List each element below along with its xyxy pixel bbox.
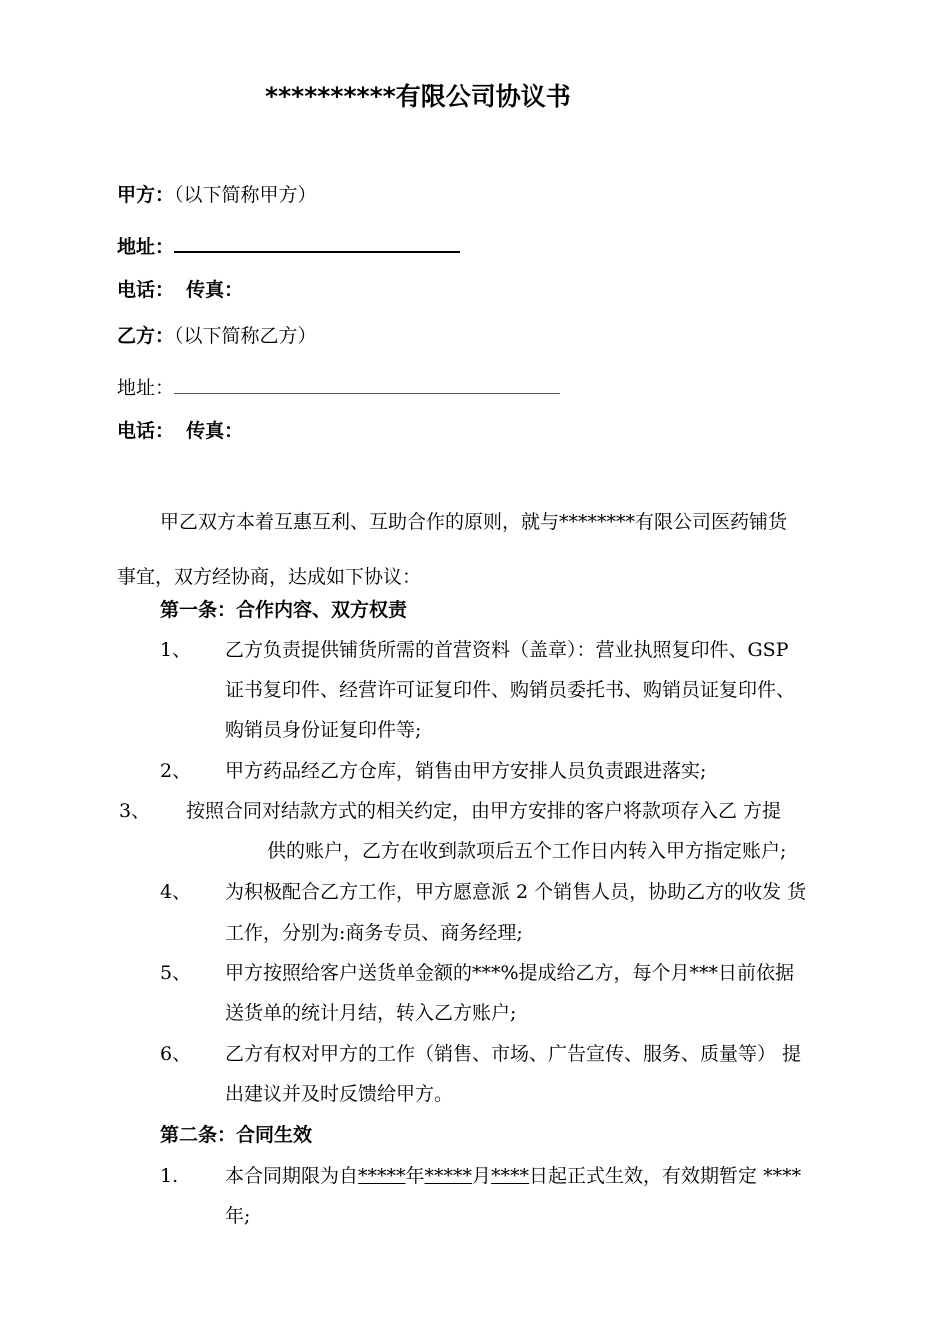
- item-5-number: 5、: [160, 962, 192, 984]
- start-day-blank[interactable]: ****: [491, 1165, 530, 1187]
- item-2-number: 2、: [160, 760, 192, 782]
- item-1-number: 1、: [160, 639, 192, 661]
- party-b-note: （以下简称乙方）: [174, 325, 317, 347]
- article-2-item-1-number: 1.: [160, 1165, 179, 1187]
- item-1-line-3: 购销员身份证复印件等;: [225, 719, 422, 741]
- item-3-number: 3、: [119, 800, 151, 822]
- item-5-line-2: 送货单的统计月结，转入乙方账户;: [225, 1002, 517, 1024]
- item-3-line-2: 供的账户，乙方在收到款项后五个工作日内转入甲方指定账户;: [267, 840, 787, 862]
- year-label: 年: [405, 1165, 425, 1187]
- party-b-line: [117, 327, 317, 346]
- item-1-line-1: 乙方负责提供铺货所需的首营资料（盖章）：营业执照复印件、GSP: [225, 639, 789, 661]
- item-4-line-1: 为积极配合乙方工作，甲方愿意派 2 个销售人员，协助乙方的收发 货: [225, 881, 807, 903]
- item-3-line-1: 按照合同对结款方式的相关约定，由甲方安排的客户将款项存入乙 方提: [186, 800, 782, 822]
- article-2-item-1-line-2: 年;: [225, 1205, 251, 1227]
- document-title: **********有限公司协议书: [265, 82, 571, 111]
- article-2-item-1-line-1: [225, 1167, 801, 1186]
- item-4-line-2: 工作，分别为:商务专员、商务经理;: [225, 922, 523, 944]
- party-b-address-blank[interactable]: [174, 375, 560, 394]
- item-6-number: 6、: [160, 1043, 192, 1065]
- start-year-blank[interactable]: *****: [358, 1165, 406, 1187]
- term-prefix: 本合同期限为自: [225, 1165, 359, 1187]
- month-label: 月: [472, 1165, 492, 1187]
- item-2-line-1: 甲方药品经乙方仓库，销售由甲方安排人员负责跟进落实;: [225, 760, 707, 782]
- party-b-phone-label: 电话：: [117, 420, 175, 442]
- intro-line-1: 甲乙双方本着互惠互利、互助合作的原则，就与********有限公司医药铺货: [160, 511, 788, 533]
- item-6-line-2: 出建议并及时反馈给甲方。: [225, 1083, 454, 1105]
- intro-line-2: 事宜，双方经协商，达成如下协议：: [117, 566, 422, 588]
- party-b-contact-line: [117, 422, 243, 441]
- start-month-blank[interactable]: *****: [424, 1165, 473, 1187]
- party-a-fax-label: 传真：: [186, 279, 244, 301]
- item-5-line-1: 甲方按照给客户送货单金额的***%提成给乙方，每个月***日前依据: [225, 962, 795, 984]
- party-a-note: （以下简称甲方）: [174, 184, 317, 206]
- item-1-line-2: 证书复印件、经营许可证复印件、购销员委托书、购销员证复印件、: [225, 679, 796, 701]
- article-1-heading: 第一条：合作内容、双方权责: [160, 599, 408, 621]
- party-b-label: 乙方：: [117, 325, 175, 347]
- party-b-address-label: 地址：: [117, 377, 175, 399]
- article-2-heading: 第二条：合同生效: [160, 1124, 313, 1146]
- party-a-contact-line: [117, 281, 243, 300]
- term-suffix: 日起正式生效，有效期暂定 ****: [529, 1165, 802, 1187]
- item-4-number: 4、: [160, 881, 192, 903]
- party-a-address-blank[interactable]: [174, 233, 460, 253]
- party-a-address-line: [117, 233, 460, 257]
- item-6-line-1: 乙方有权对甲方的工作（销售、市场、广告宣传、服务、质量等） 提: [225, 1043, 802, 1065]
- party-b-address-line: [117, 375, 560, 398]
- party-b-fax-label: 传真：: [186, 420, 244, 442]
- party-a-address-label: 地址：: [117, 236, 175, 258]
- party-a-line: [117, 186, 317, 205]
- party-a-phone-label: 电话：: [117, 279, 175, 301]
- party-a-label: 甲方：: [117, 184, 175, 206]
